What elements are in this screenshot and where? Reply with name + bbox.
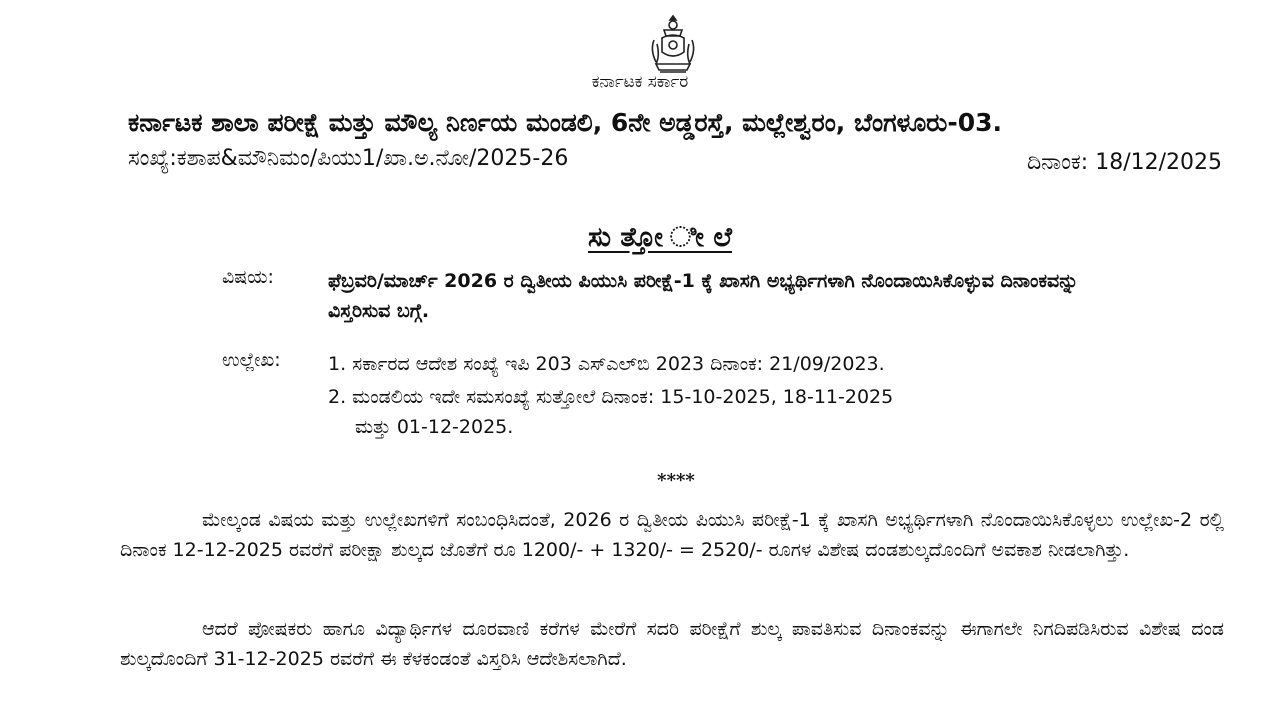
circular-title: ಸು ತ್ತೋ ೀ ಲೆ: [588, 222, 732, 253]
section-separator: ****: [657, 470, 695, 491]
body-paragraph: ಆದರೆ ಪೋಷಕರು ಹಾಗೂ ವಿದ್ಯಾರ್ಥಿಗಳ ದೂರವಾಣಿ ಕರೆಗಳ ಮೇರೆಗೆ ಸದರಿ ಪರೀಕ್ಷೆಗೆ ಶುಲ್ಕ ಪಾವತಿಸುವ ದಿನಾಂಕವನ್ನು ಈಗಾಗಲೇ ನಿಗದಿಪಡಿಸಿರುವ ವಿಶೇಷ ದಂಡ ಶುಲ್ಕದೊಂದಿಗೆ 31-12-2025 ರವರೆಗೆ ಈ ಕೆಳಕಂಡಂತೆ ವಿಸ್ತರಿಸಿ ಆದೇಶಿಸಲಾಗಿದೆ.: [120, 618, 1224, 670]
body-paragraph: ಮೇಲ್ಕಂಡ ವಿಷಯ ಮತ್ತು ಉಲ್ಲೇಖಗಳಿಗೆ ಸಂಬಂಧಿಸಿದಂತೆ, 2026 ರ ದ್ವಿತೀಯ ಪಿಯುಸಿ ಪರೀಕ್ಷೆ-1 ಕ್ಕೆ ಖಾಸಗಿ ಅಭ್ಯರ್ಥಿಗಳಾಗಿ ನೊಂದಾಯಿಸಿಕೊಳ್ಳಲು ಉಲ್ಲೇಖ-2 ರಲ್ಲಿ ದಿನಾಂಕ 12-12-2025 ರವರೆಗೆ ಪರೀಕ್ಷಾ ಶುಲ್ಕದ ಜೊತೆಗೆ ರೂ 1200/- + 1320/- = 2520/- ರೂಗಳ ವಿಶೇಷ ದಂಡಶುಲ್ಕದೊಂದಿಗೆ ಅವಕಾಶ ನೀಡಲಾಗಿತ್ತು.: [120, 509, 1224, 561]
karnataka-emblem-icon: [648, 14, 698, 76]
government-name: ಕರ್ನಾಟಕ ಸರ್ಕಾರ: [591, 72, 689, 92]
document-date: ದಿನಾಂಕ: 18/12/2025: [1026, 150, 1222, 175]
reference-item: 1. ಸರ್ಕಾರದ ಆದೇಶ ಸಂಖ್ಯೆ ಇಪಿ 203 ಎಸ್‌ಎಲ್‌ಬಿ 2023 ದಿನಾಂಕ: 21/09/2023.: [328, 353, 885, 375]
subject-label: ವಿಷಯ:: [222, 266, 274, 288]
board-name-address: ಕರ್ನಾಟಕ ಶಾಲಾ ಪರೀಕ್ಷೆ ಮತ್ತು ಮೌಲ್ಯ ನಿರ್ಣಯ ಮಂಡಲಿ, 6ನೇ ಅಡ್ಡರಸ್ತೆ, ಮಲ್ಲೇಶ್ವರಂ, ಬೆಂಗಳೂರು-03.: [128, 108, 1003, 137]
reference-item: ಮತ್ತು 01-12-2025.: [355, 416, 514, 438]
reference-number: ಸಂಖ್ಯೆ:ಕಶಾಪ&ಮೌನಿಮಂ/ಪಿಯು1/ಖಾ.ಅ.ನೋ/2025-26: [128, 146, 569, 171]
reference-item: 2. ಮಂಡಲಿಯ ಇದೇ ಸಮಸಂಖ್ಯೆ ಸುತ್ತೋಲೆ ದಿನಾಂಕ: 15-10-2025, 18-11-2025: [328, 386, 894, 408]
subject-text: ಫೆಬ್ರವರಿ/ಮಾರ್ಚ್ 2026 ರ ದ್ವಿತೀಯ ಪಿಯುಸಿ ಪರೀಕ್ಷೆ-1 ಕ್ಕೆ ಖಾಸಗಿ ಅಭ್ಯರ್ಥಿಗಳಾಗಿ ನೊಂದಾಯಿಸಿಕೊಳ್ಳುವ ದಿನಾಂಕವನ್ನು ವಿಸ್ತರಿಸುವ ಬಗ್ಗೆ.: [328, 270, 1079, 322]
references-label: ಉಲ್ಲೇಖ:: [222, 349, 281, 371]
